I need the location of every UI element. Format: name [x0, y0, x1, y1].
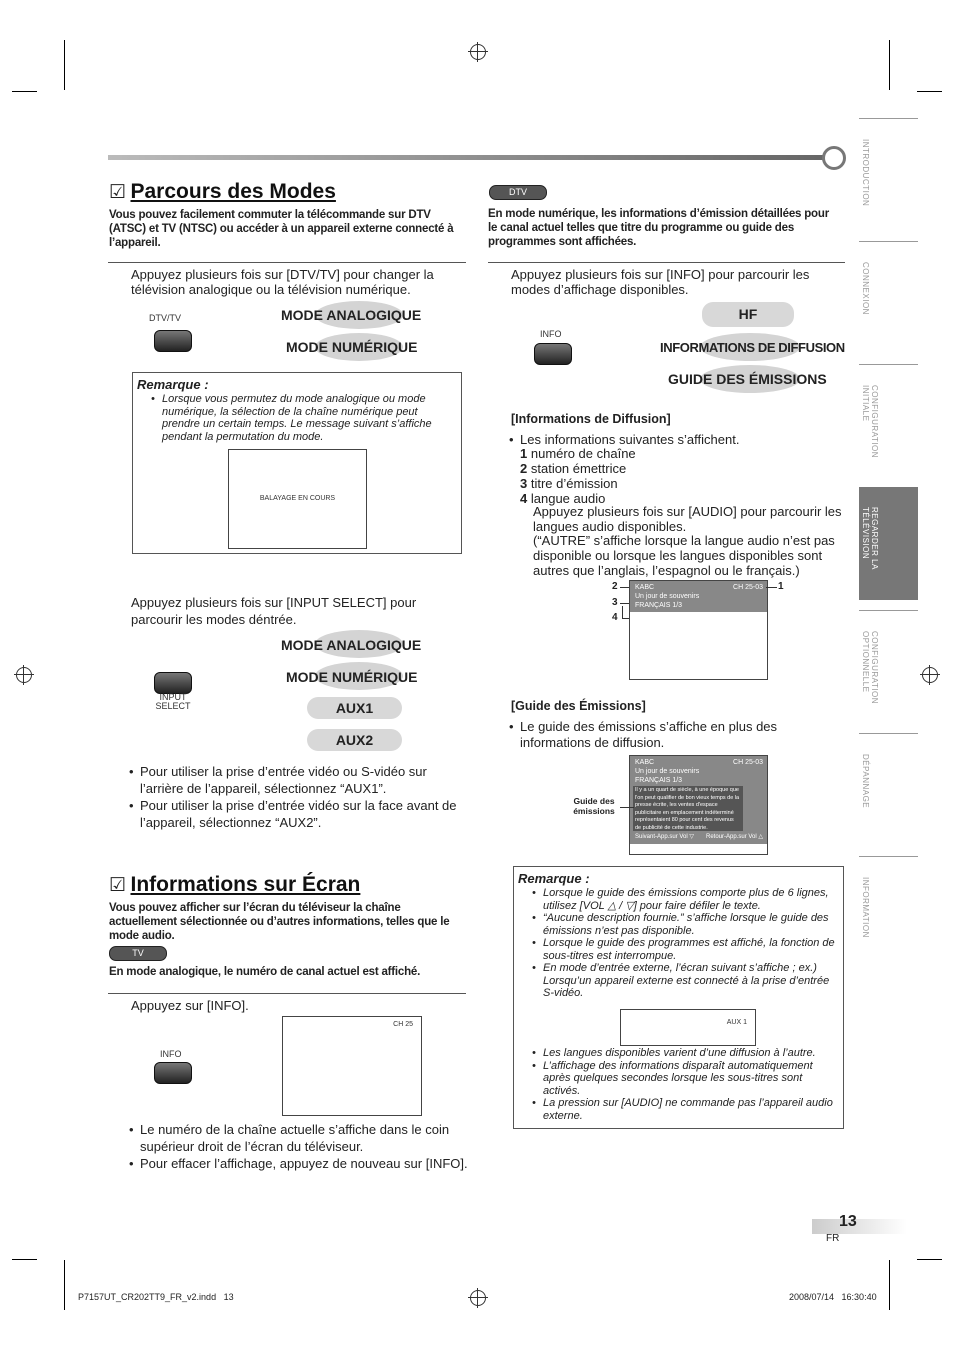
hf-pill: HF	[702, 302, 794, 327]
section-title-text: Informations sur Écran	[130, 873, 361, 896]
sidebar-tab-regarder-television[interactable]: REGARDER LA TÉLÉVISION	[859, 487, 918, 600]
language-code: FR	[826, 1233, 840, 1244]
dtv-info-button[interactable]	[534, 343, 572, 365]
guide-heading: [Guide des Émissions]	[511, 699, 646, 713]
audio-text: Appuyez plusieurs fois sur [AUDIO] pour parcourir les langues audio disponibles.	[533, 504, 842, 534]
mode-numerique-label: MODE NUMÉRIQUE	[286, 669, 418, 685]
callout-line	[766, 587, 777, 588]
info-button-label: INFO	[160, 1049, 182, 1059]
tv-lead: En mode analogique, le numéro de canal actuel est affiché.	[109, 966, 421, 978]
guide-foot-right: Retour-App.sur Vol △	[706, 834, 763, 840]
registration-mark-top	[470, 44, 486, 60]
guide-foot-left: Suivant-App.sur Vol ▽	[635, 834, 694, 840]
guide-screen: KABC CH 25-03 Un jour de souvenirs FRANÇAIS 1/3 Il y a un quart de siècle, à une époque que l'on peut qualifier de bon vieux temps de la presse écrite, les ventes d'espace publicitaire en emplacement indéterminé représentaient 80 pour cent des revenus de publicité de cette industrie. Suivant-App.sur Vol ▽ Retour-App.sur Vol △	[629, 755, 768, 855]
divider	[108, 993, 466, 994]
divider	[488, 262, 845, 263]
diffusion-item: 3 titre d’émission	[520, 476, 618, 491]
callout-line	[620, 603, 629, 604]
registration-mark-left	[16, 667, 32, 683]
mode-guide-emissions: GUIDE DES ÉMISSIONS	[668, 371, 827, 387]
input-select-label: INPUT SELECT	[155, 692, 191, 711]
bullet-erase: • Pour effacer l’affichage, appuyez de nouveau sur [INFO].	[129, 1155, 469, 1172]
bullet-aux2: • Pour utiliser la prise d’entrée vidéo sur la face avant de l’appareil, sélectionnez “AUX2”.	[129, 797, 469, 831]
tv-screen-ch: CH 25	[282, 1016, 422, 1116]
dtv-tv-button[interactable]	[154, 330, 192, 352]
note-box-1	[132, 372, 462, 554]
mode-analogique-label: MODE ANALOGIQUE	[281, 637, 422, 653]
diffusion-intro: • Les informations suivantes s’affichent.	[509, 432, 839, 447]
mode-informations-diffusion: INFORMATIONS DE DIFFUSION	[660, 340, 845, 355]
callout-line	[620, 587, 629, 588]
sidebar-tab-connexion[interactable]: CONNEXION	[859, 241, 918, 355]
broadcast-info-screen: KABC CH 25-03 Un jour de souvenirs FRANÇAIS 1/3	[629, 580, 768, 680]
header-bar	[108, 155, 826, 160]
section-title-parcours	[109, 180, 336, 204]
tv-tag: TV	[109, 946, 167, 961]
guide-text-box: Il y a un quart de siècle, à une époque que l'on peut qualifier de bon vieux temps de la presse écrite, les ventes d'espace publicitaire en emplacement indéterminé représentaient 80 pour cent des revenus de publicité de cette industrie.	[633, 786, 743, 831]
sidebar-tab-information[interactable]: INFORMATION	[859, 856, 918, 970]
input-select-button[interactable]	[154, 672, 192, 694]
sidebar-tab-configuration-optionnelle[interactable]: CONFIGURATION OPTIONNELLE	[859, 610, 918, 724]
step-info: Appuyez sur [INFO].	[131, 998, 249, 1013]
note-item: • Lorsque vous permutez du mode analogique ou mode numérique, la sélection de la chaîne numérique peut prendre un certain temps. Le message suivant s’affiche pendant la permutation du mode.	[151, 393, 441, 443]
sidebar-tab-introduction[interactable]: INTRODUCTION	[859, 118, 918, 232]
header-bar-circle	[822, 146, 846, 170]
dtv-tv-button-label: DTV/TV	[149, 313, 182, 323]
checkbox-icon: ☑	[109, 875, 127, 896]
note-item: • La pression sur [AUDIO] ne commande pas l’appareil audio externe.	[532, 1097, 837, 1122]
info-button-label: INFO	[540, 329, 562, 339]
callout-1: 1	[778, 581, 784, 592]
step-dtv-tv: Appuyez plusieurs fois sur [DTV/TV] pour changer la télévision analogique ou la télévision numérique.	[131, 267, 434, 297]
mode-numerique-label: MODE NUMÉRIQUE	[286, 339, 418, 355]
divider	[108, 262, 466, 263]
note-item: • En mode d’entrée externe, l’écran suivant s’affiche ; ex.) Lorsqu’un appareil externe est connecté à la prise d’entrée S-vidéo.	[532, 962, 837, 1000]
aux2-pill: AUX2	[307, 729, 402, 751]
checkbox-icon: ☑	[109, 182, 127, 203]
callout-3: 3	[612, 597, 618, 608]
note-item: • Lorsque le guide des programmes est affiché, la fonction de sous-titres est interrompue.	[532, 937, 837, 962]
note-screen-balayage: BALAYAGE EN COURS	[228, 449, 367, 549]
section-lead: Vous pouvez afficher sur l’écran du téléviseur la chaîne actuellement sélectionnée ou d’autres informations, telles que le mode audio.	[109, 902, 450, 942]
diffusion-item: 4 langue audio	[520, 491, 606, 506]
note-box-2	[513, 866, 844, 1129]
dtv-tag: DTV	[489, 185, 547, 200]
aux1-pill: AUX1	[307, 697, 402, 719]
section-lead: Vous pouvez facilement commuter la télécommande sur DTV (ATSC) et TV (NTSC) ou accéder à un appareil externe connecté à l’appareil.	[109, 209, 454, 249]
bullet-ch-corner: • Le numéro de la chaîne actuelle s’affiche dans le coin supérieur droit de l’écran du téléviseur.	[129, 1121, 469, 1155]
aux-screen: AUX 1	[620, 1009, 756, 1046]
footer-file: P7157UT_CR202TT9_FR_v2.indd 13	[78, 1292, 234, 1302]
sidebar-tab-configuration-initiale[interactable]: CONFIGURATION INITIALE	[859, 364, 918, 478]
note-item: • L’affichage des informations disparaît automatiquement après quelques secondes lorsque les sous-titres sont activés.	[532, 1060, 837, 1098]
guide-bullet: • Le guide des émissions s’affiche en plus des informations de diffusion.	[509, 719, 809, 751]
section-title-text: Parcours des Modes	[130, 180, 336, 203]
step-dtv-info: Appuyez plusieurs fois sur [INFO] pour parcourir les modes d’affichage disponibles.	[511, 267, 810, 297]
bullet-aux1: • Pour utiliser la prise d’entrée vidéo ou S-vidéo sur l’arrière de l’appareil, sélectionnez “AUX1”.	[129, 763, 469, 797]
registration-mark-bottom	[470, 1290, 486, 1306]
callout-2: 2	[612, 581, 618, 592]
diffusion-heading: [Informations de Diffusion]	[511, 412, 671, 426]
guide-label-line	[620, 807, 634, 808]
autre-text: (“AUTRE” s’affiche lorsque la langue audio n’est pas disponible ou lorsque les langues disponibles sont autres que l’anglais, l’espagnol ou le français.)	[533, 533, 835, 578]
page-number: 13	[839, 1213, 857, 1230]
info-button[interactable]	[154, 1062, 192, 1084]
note-item: • “Aucune description fournie.” s’affiche lorsque le guide des émissions n’est pas disponible.	[532, 912, 837, 937]
note-title: Remarque :	[137, 377, 209, 392]
diffusion-item: 2 station émettrice	[520, 461, 627, 476]
page-number-bar	[812, 1219, 907, 1234]
note-item: • Les langues disponibles varient d’une diffusion à l’autre.	[532, 1047, 837, 1060]
section-title-informations	[109, 873, 360, 897]
note-title: Remarque :	[518, 871, 590, 886]
registration-mark-right	[922, 667, 938, 683]
note-item: • Lorsque le guide des émissions comporte plus de 6 lignes, utilisez [VOL △ / ▽] pour faire défiler le texte.	[532, 887, 837, 912]
guide-label: Guide des émissions	[573, 796, 615, 816]
sidebar-tab-depannage[interactable]: DÉPANNAGE	[859, 733, 918, 847]
mode-analogique-label: MODE ANALOGIQUE	[281, 307, 422, 323]
callout-4: 4	[612, 612, 618, 623]
diffusion-item: 1 numéro de chaîne	[520, 446, 636, 461]
callout-bracket	[622, 606, 629, 619]
dtv-lead: En mode numérique, les informations d’émission détaillées pour le canal actuel telles que titre du programme ou guide des programmes sont affichées.	[488, 208, 829, 248]
step-input-select: Appuyez plusieurs fois sur [INPUT SELECT] pour parcourir les modes déntrée.	[131, 595, 417, 627]
footer-date: 2008/07/14 16:30:40	[789, 1292, 877, 1302]
